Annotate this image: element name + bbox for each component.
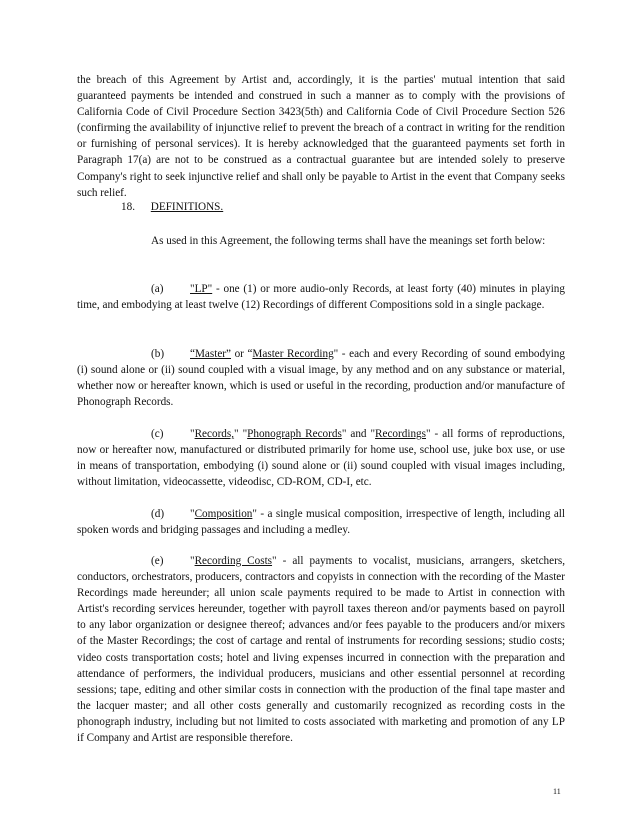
definition-letter: (a) — [151, 283, 164, 295]
definition-d — [77, 506, 565, 538]
definition-text: " - each and every Recording of sound embodying (i) sound alone or (ii) sound coupled with a visual image, by any method and on any substance or material, whether now or hereafter known, which is used or useful in the recording, production and/or manufacture of Phonograph Records. — [77, 348, 565, 409]
intro-paragraph — [77, 72, 565, 201]
definition-a — [77, 281, 565, 313]
defined-term: "LP" — [190, 283, 213, 295]
definition-text: - one (1) or more audio-only Records, at least forty (40) minutes in playing time, and embodying at least twelve (12) Recordings of different Compositions sold in a single package. — [77, 283, 565, 312]
lead-in-text: As used in this Agreement, the following terms shall have the meanings set forth below: — [151, 235, 546, 247]
definition-text: " - all forms of reproductions, now or hereafter now, manufactured or distributed primarily for home use, school use, juke box use, or use in means of transportation, embodying (i) sound alone or (ii) sound coupled with visual images including, without limitation, videocassette, videodisc, CD-ROM, CD-I, etc. — [77, 428, 565, 489]
definition-b — [77, 346, 565, 410]
section-number: 18. — [121, 201, 135, 213]
defined-term: Records, — [194, 428, 235, 440]
defined-term: Master Recording — [252, 348, 334, 360]
quote-mark: " — [190, 508, 195, 520]
definition-c — [77, 426, 565, 490]
lead-in-paragraph — [77, 233, 565, 249]
intro-text: the breach of this Agreement by Artist and, accordingly, it is the parties' mutual intention that said guaranteed payments be intended and construed in such a manner as to comply with the provisions of California Code of Civil Procedure Section 3423(5th) and California Code of Civil Procedure Section 526 (confirming the availability of injunctive relief to prevent the breach of a contract in writing for the rendition or furnishing of personal services). It is hereby acknowledged that the guaranteed payments set forth in Paragraph 17(a) are not to be construed as a contractual guarantee but are intended solely to preserve Company's right to seek injunctive relief and shall only be payable to Artist in the event that Company seeks such relief. — [77, 74, 565, 199]
defined-term: Composition — [194, 508, 253, 520]
term-connector: or “ — [231, 348, 253, 360]
defined-term: Recording Costs — [194, 555, 273, 567]
term-separator: " " — [234, 428, 248, 440]
section-title: DEFINITIONS. — [150, 201, 224, 213]
quote-mark: " — [190, 428, 195, 440]
definition-letter: (c) — [151, 428, 164, 440]
section-heading — [121, 201, 223, 213]
quote-mark: " — [190, 555, 195, 567]
definition-e — [77, 553, 565, 746]
defined-term: Phonograph Records — [247, 428, 342, 440]
definition-text: " - a single musical composition, irrespective of length, including all spoken words and bridging passages and including a medley. — [77, 508, 565, 537]
defined-term: “Master” — [190, 348, 231, 360]
term-separator: " and " — [341, 428, 376, 440]
defined-term: Recordings — [375, 428, 426, 440]
definition-letter: (b) — [151, 348, 165, 360]
definition-letter: (e) — [151, 555, 164, 567]
page-number: 11 — [553, 787, 561, 796]
definition-text: " - all payments to vocalist, musicians, arrangers, sketchers, conductors, orchestrators, producers, contractors and copyists in connection with the recording of the Master Recordings made hereunder; all union scale payments required to be made to Artist in connection with Artist's recording services hereunder, together with payroll taxes thereon and/or payments based on payroll to any labor organization or designee thereof; advances and/or fees payable to the producers and/or mixers of the Master Recordings; the cost of cartage and rental of instruments for recording sessions; studio costs; video costs transportation costs; hotel and living expenses incurred in connection with the preparation and attendance of performers, the individual producers, musicians and other essential personnel at recording sessions; tape, editing and other similar costs in connection with the production of the final tape master and the lacquer master; and all other costs generally and customarily recognized as recording costs in the phonograph industry, including but not limited to costs associated with marketing and promotion of any LP if Company and Artist are responsible therefore. — [77, 555, 565, 745]
definition-letter: (d) — [151, 508, 165, 520]
